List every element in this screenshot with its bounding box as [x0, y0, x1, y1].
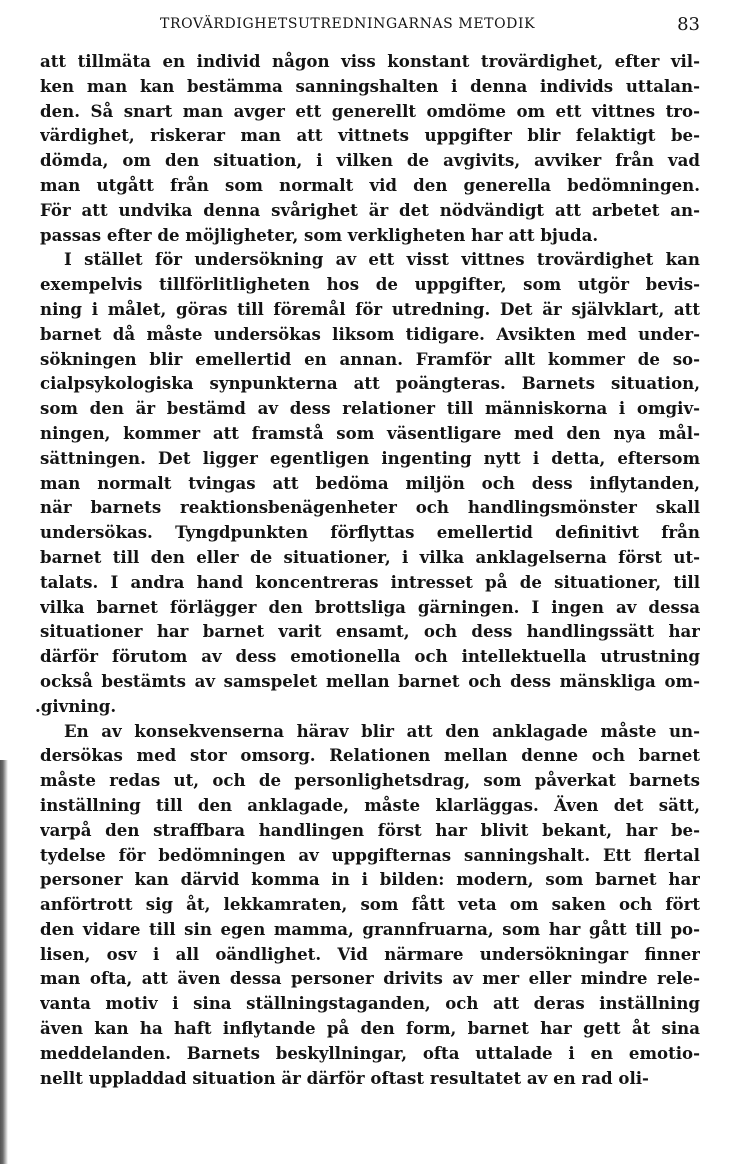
text-line: sättningen. Det ligger egentligen ingenting nytt i detta, eftersom	[40, 447, 700, 468]
text-line: ken man kan bestämma sanningshalten i denna individs uttalan-	[40, 75, 700, 96]
text-line: man ofta, att även dessa personer drivits av mer eller mindre rele-	[40, 968, 700, 989]
text-line: barnet till den eller de situationer, i vilka anklagelserna först ut-	[40, 546, 700, 567]
running-head	[40, 12, 700, 42]
text-line: när barnets reaktionsbenägenheter och handlingsmönster skall	[40, 497, 700, 518]
text-line: dömda, om den situation, i vilken de avgivits, avviker från vad	[40, 150, 700, 171]
text-line: värdighet, riskerar man att vittnets uppgifter blir felaktigt be-	[40, 125, 700, 146]
text-line: ningen, kommer att framstå som väsentligare med den nya mål-	[40, 422, 700, 443]
text-line: En av konsekvenserna härav blir att den anklagade måste un-	[64, 720, 700, 741]
text-line: anförtrott sig åt, lekkamraten, som fått veta om saken och fört	[40, 894, 700, 915]
text-line: I stället för undersökning av ett visst vittnes trovärdighet kan	[64, 249, 700, 270]
text-line: den. Så snart man avger ett generellt omdöme om ett vittnes tro-	[40, 100, 700, 121]
page-number: 83	[677, 14, 700, 35]
text-line: personer kan därvid komma in i bilden: modern, som barnet har	[40, 869, 700, 890]
text-line: man normalt tvingas att bedöma miljön och dess inflytanden,	[40, 472, 700, 493]
text-line: ning i målet, göras till föremål för utredning. Det är självklart, att	[40, 298, 700, 319]
text-line: därför förutom av dess emotionella och intellektuella utrustning	[40, 646, 700, 667]
text-line: För att undvika denna svårighet är det nödvändigt att arbetet an-	[40, 199, 700, 220]
text-line: som den är bestämd av dess relationer till människorna i omgiv-	[40, 398, 700, 419]
text-line: undersökas. Tyngdpunkten förflyttas emellertid definitivt från	[40, 522, 700, 543]
text-line: lisen, osv i all oändlighet. Vid närmare undersökningar finner	[40, 943, 700, 964]
text-line: situationer har barnet varit ensamt, och dess handlingssätt har	[40, 621, 700, 642]
text-line: också bestämts av samspelet mellan barnet och dess mänskliga om-	[40, 670, 700, 691]
text-line: meddelanden. Barnets beskyllningar, ofta uttalade i en emotio-	[40, 1042, 700, 1063]
text-line: inställning till den anklagade, måste klarläggas. Även det sätt,	[40, 794, 700, 815]
text-line: måste redas ut, och de personlighetsdrag, som påverkat barnets	[40, 770, 700, 791]
text-line: .givning.	[35, 695, 117, 716]
text-line: cialpsykologiska synpunkterna att poängteras. Barnets situation,	[40, 373, 700, 394]
text-line: varpå den straffbara handlingen först har blivit bekant, har be-	[40, 819, 700, 840]
text-line: vilka barnet förlägger den brottsliga gärningen. I ingen av dessa	[40, 596, 700, 617]
text-line: sökningen blir emellertid en annan. Framför allt kommer de so-	[40, 348, 700, 369]
text-line: man utgått från som normalt vid den generella bedömningen.	[40, 174, 700, 195]
text-line: nellt uppladdad situation är därför oftast resultatet av en rad oli-	[40, 1067, 649, 1088]
text-line: talats. I andra hand koncentreras intresset på de situationer, till	[40, 571, 700, 592]
text-line: att tillmäta en individ någon viss konstant trovärdighet, efter vil-	[40, 51, 700, 71]
text-line: vanta motiv i sina ställningstaganden, och att deras inställning	[40, 993, 700, 1014]
text-line: den vidare till sin egen mamma, grannfruarna, som har gått till po-	[40, 918, 700, 939]
text-line: dersökas med stor omsorg. Relationen mellan denne och barnet	[40, 745, 700, 766]
running-title: TROVÄRDIGHETSUTREDNINGARNAS METODIK	[160, 16, 536, 32]
text-line: passas efter de möjligheter, som verkligheten har att bjuda.	[40, 224, 599, 245]
text-line: barnet då måste undersökas liksom tidigare. Avsikten med under-	[40, 323, 700, 344]
body-text	[35, 49, 700, 1090]
page-edge-shadow	[0, 760, 8, 1164]
text-line: exempelvis tillförlitligheten hos de uppgifter, som utgör bevis-	[40, 274, 700, 295]
text-line: tydelse för bedömningen av uppgifternas sanningshalt. Ett flertal	[40, 844, 700, 865]
text-line: även kan ha haft inflytande på den form, barnet har gett åt sina	[40, 1018, 700, 1039]
